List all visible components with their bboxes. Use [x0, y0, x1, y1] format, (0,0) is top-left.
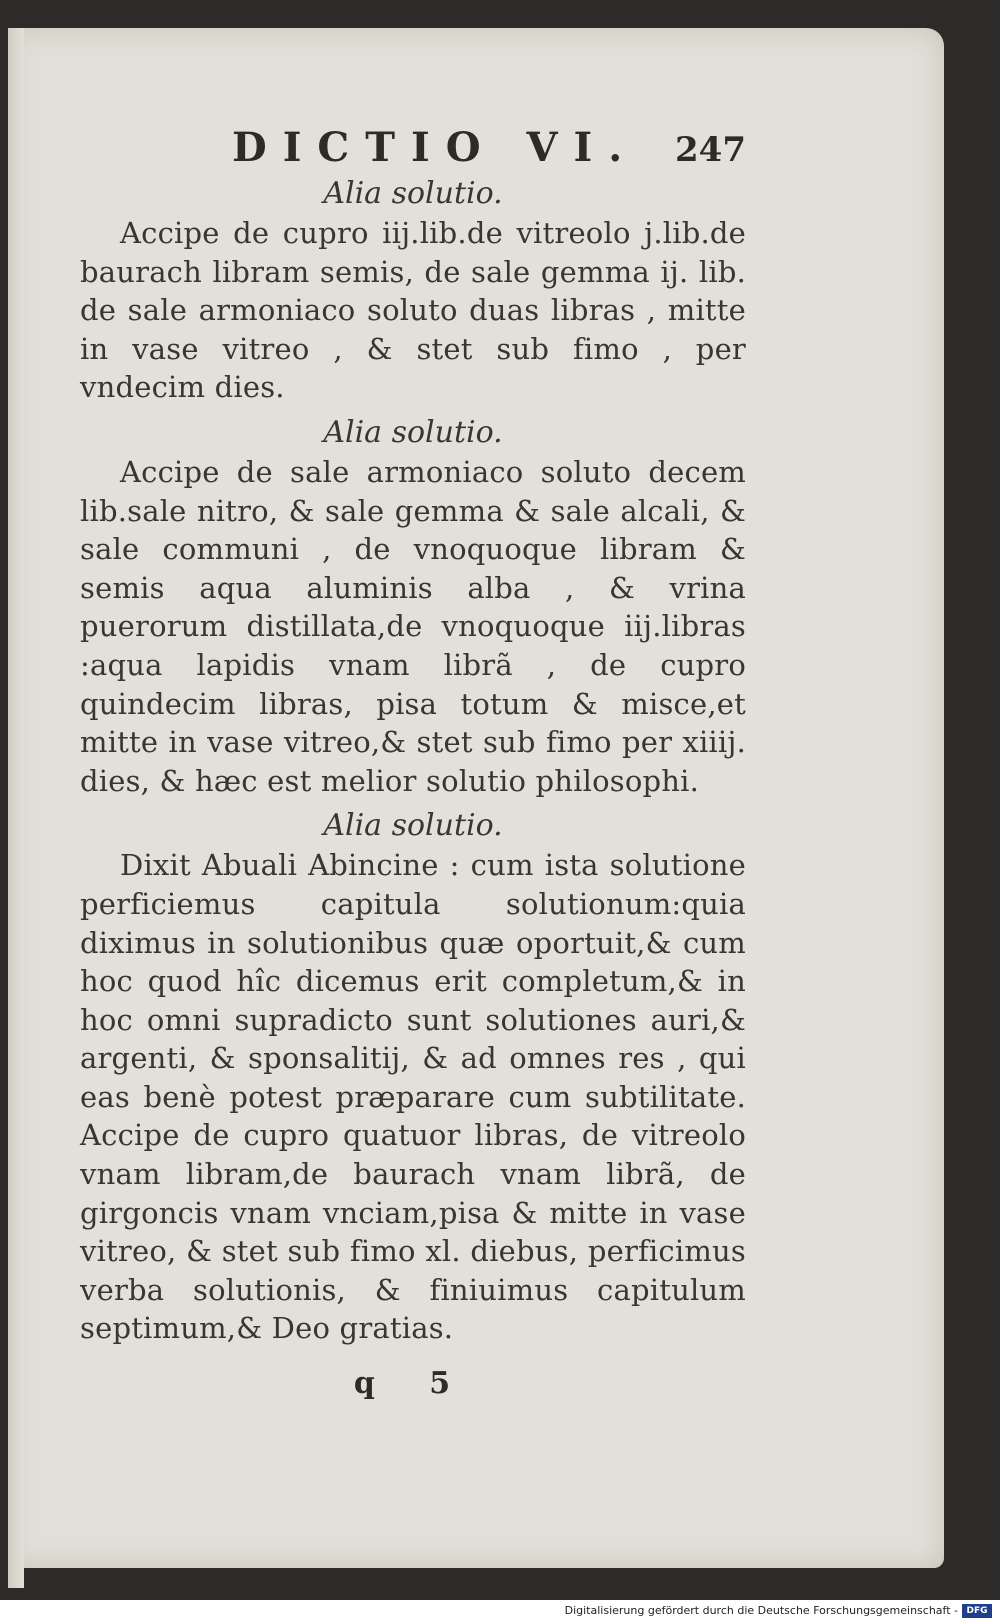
- section-heading-1: Alia solutio.: [323, 176, 503, 211]
- running-title: DICTIO VI.: [232, 124, 639, 171]
- digitization-footer: [0, 1600, 1000, 1622]
- page-text-block: [80, 118, 746, 1401]
- section-text-2: Accipe de sale armoniaco soluto decem lib.sale nitro, & sale gemma & sale alcali, & sale communi , de vnoquoque libram & semis aqua aluminis alba , & vrina puerorum distillata,de vnoquoque iij.libras :aqua lapidis vnam librã , de cupro quindecim libras, pisa totum & misce,et mitte in vase vitreo,& stet sub fimo per xiiij. dies, & hæc est melior solutio philosophi.: [80, 454, 746, 798]
- page-header: [80, 118, 746, 174]
- dfg-logo-icon: DFG: [962, 1604, 992, 1618]
- section-heading-2: Alia solutio.: [323, 414, 503, 450]
- page-gutter: [8, 28, 24, 1588]
- section-text-1: Accipe de cupro iij.lib.de vitreolo j.lib.de baurach libram semis, de sale gemma ij. lib. de sale armoniaco soluto duas libras , mitte in vase vitreo , & stet sub fimo , per vndecim dies.: [80, 216, 746, 405]
- page-number: 247: [675, 130, 746, 170]
- footer-credit: Digitalisierung gefördert durch die Deutsche Forschungsgemeinschaft -: [564, 1604, 958, 1617]
- signature-mark: q 5: [353, 1366, 473, 1402]
- section-heading-3: Alia solutio.: [323, 808, 503, 844]
- section-text-3: Dixit Abuali Abincine : cum ista solutione perficiemus capitula solutionum:quia diximus in solutionibus quæ oportuit,& cum hoc quod hîc dicemus erit completum,& in hoc omni supradicto sunt solutiones auri,& argenti, & sponsalitij, & ad omnes res , qui eas benè potest præparare cum subtilitate. Accipe de cupro quatuor libras, de vitreolo vnam libram,de baurach vnam librã, de girgoncis vnam vnciam,pisa & mitte in vase vitreo, & stet sub fimo xl. diebus, perficimus verba solutionis, & finiuimus capitulum septimum,& Deo gratias.: [80, 848, 746, 1346]
